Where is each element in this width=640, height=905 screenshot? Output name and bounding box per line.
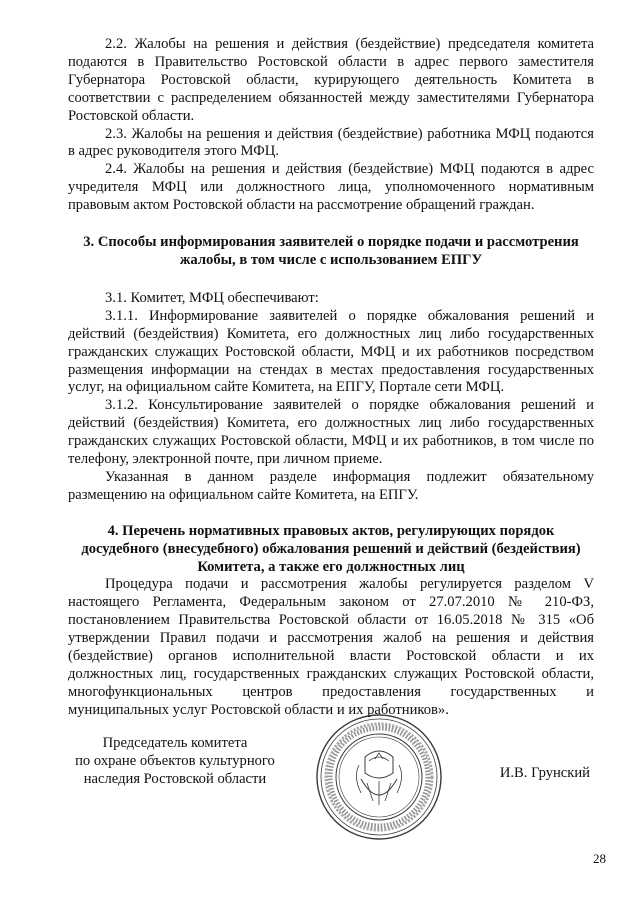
document-page <box>68 36 594 720</box>
signature-block <box>60 735 600 835</box>
section-3-heading: 3. Способы информирования заявителей о порядке подачи и рассмотрения жалобы, в том числе с использованием ЕПГУ <box>83 234 579 268</box>
paragraph-4: Процедура подачи и рассмотрения жалобы регулируется разделом V настоящего Регламента, Федеральным законом от 27.07.2010 № 210-ФЗ, постановлением Правительства Ростовской области от 16.05.2018 № 315 «Об утверждении Правил подачи и рассмотрения жалоб на решения и действия (бездействие) органов исполнительной власти Ростовской области и их должностных лиц, государственных гражданских служащих Ростовской области, многофункциональных центров предоставления государственных и муниципальных услуг Ростовской области и их работников». <box>68 576 594 718</box>
paragraph-2-4: 2.4. Жалобы на решения и действия (бездействие) МФЦ подаются в адрес учредителя МФЦ или должностного лица, уполномоченного нормативным правовым актом Ростовской области на рассмотрение обращений граждан. <box>68 161 594 214</box>
signatory-title <box>60 735 290 789</box>
paragraph-2-2: 2.2. Жалобы на решения и действия (бездействие) председателя комитета подаются в Правительство Ростовской области в адрес первого заместителя Губернатора Ростовской области, курирующего деятельность Комитета в соответствии с распределением обязанностей между заместителями Губернатора Ростовской области. <box>68 36 594 124</box>
official-seal-stamp <box>315 713 443 841</box>
page-number: 28 <box>593 851 606 866</box>
signatory-title-line: по охране объектов культурного <box>75 752 275 769</box>
paragraph-3-1-2: 3.1.2. Консультирование заявителей о порядке обжалования решений и действий (бездействия) Комитета, его должностных лиц либо государственных гражданских служащих Ростовской области, МФЦ и их работников, в том числе по телефону, электронной почте, при личном приеме. <box>68 397 594 468</box>
paragraph-3-1-1: 3.1.1. Информирование заявителей о порядке обжалования решений и действий (бездействия) Комитета, его должностных лиц либо государственных гражданских служащих Ростовской области, МФЦ и их работников посредством размещения информации на стендах в местах предоставления государственных услуг, на официальном сайте Комитета, на ЕПГУ, Портале сети МФЦ. <box>68 307 594 396</box>
paragraph-3-1: 3.1. Комитет, МФЦ обеспечивают: <box>105 289 319 306</box>
signatory-title-line: Председатель комитета <box>102 735 248 751</box>
paragraph-3-info: Указанная в данном разделе информация подлежит обязательному размещению на официальном сайте Комитета, на ЕПГУ. <box>68 468 594 503</box>
signatory-name: И.В. Грунский <box>499 765 590 781</box>
paragraph-2-3: 2.3. Жалобы на решения и действия (бездействие) работника МФЦ подаются в адрес руководителя этого МФЦ. <box>68 125 594 160</box>
signatory-title-line: наследия Ростовской области <box>83 770 267 787</box>
section-4-heading: 4. Перечень нормативных правовых актов, регулирующих порядок досудебного (внесудебного) обжалования решений и действий (бездействия) Комитета, а также его должностных лиц <box>81 522 581 575</box>
